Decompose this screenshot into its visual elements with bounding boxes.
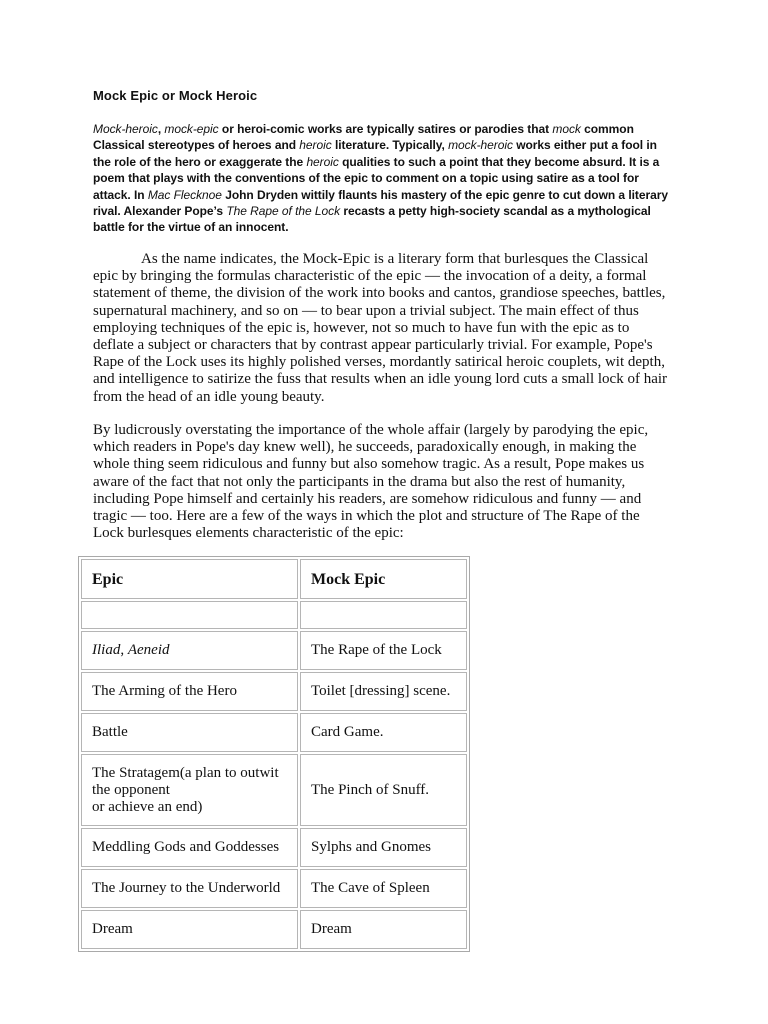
body-paragraph-2: By ludicrously overstating the importance of the whole affair (largely by parodying the epic, which readers in Pope's day knew well), he succeeds, paradoxically enough, in making the whole thing seem ridiculous and funny but also somehow tragic. As a result, Pope makes us aware of the fact that not only the participants in the drama but also the rest of humanity, including Pope himself and certainly his readers, are somehow ridiculous and funny — and tragic — too. Here are a few of the ways in which the plot and structure of The Rape of the Lock burlesques elements characteristic of the epic: <box>93 422 649 542</box>
intro-text: , <box>157 122 165 136</box>
body-paragraph-1 <box>93 251 668 406</box>
intro-italic: The Rape of the Lock <box>226 204 341 219</box>
intro-text: common Classical stereotypes of heroes and <box>93 122 634 153</box>
intro-text: literature. Typically, <box>331 138 449 153</box>
intro-text: John Dryden wittily flaunts his mastery of the epic genre to cut down a literary rival. Alexander Pope’s <box>93 187 668 219</box>
table-cell: Toilet [dressing] scene. <box>300 672 467 711</box>
table-cell: The Cave of Spleen <box>300 869 467 908</box>
table-cell: Card Game. <box>300 713 467 752</box>
cell-line: the opponent <box>92 781 170 798</box>
intro-text: recasts a petty high-society scandal as a mythological battle for the virtue of an innocent. <box>93 204 651 235</box>
comparison-table <box>78 556 470 952</box>
table-row <box>81 910 467 949</box>
table-row <box>81 672 467 711</box>
table-cell: Sylphs and Gnomes <box>300 828 467 867</box>
table-cell: The Rape of the Lock <box>300 631 467 670</box>
table-cell: The Journey to the Underworld <box>81 869 298 908</box>
table-cell: The Pinch of Snuff. <box>300 754 467 826</box>
table-cell: Dream <box>300 910 467 949</box>
epic-title: Iliad <box>92 642 121 658</box>
epic-title: Aeneid <box>127 642 170 658</box>
intro-text: qualities to such a point that they become absurd. It is a poem that plays with the conventions of the epic to comment on a topic using satire as a tool for attack. In <box>93 154 660 202</box>
intro-italic: heroic <box>306 154 339 169</box>
intro-italic: Mac Flecknoe <box>147 187 222 202</box>
table-header-cell: Mock Epic <box>300 559 467 599</box>
table-row <box>81 754 467 826</box>
intro-italic: mock-epic <box>164 122 219 136</box>
intro-italic: heroic <box>299 138 332 153</box>
intro-text: works either put a fool in the role of the hero or exaggerate the <box>93 138 657 169</box>
table-cell: Battle <box>81 713 298 752</box>
cell-line: The Stratagem(a plan to outwit <box>92 764 279 781</box>
table-cell <box>81 601 298 629</box>
table-row <box>81 828 467 867</box>
table-row <box>81 631 467 670</box>
intro-italic: mock-heroic <box>448 138 513 153</box>
intro-italic: mock <box>552 122 581 136</box>
table-cell: The Arming of the Hero <box>81 672 298 711</box>
intro-italic: Mock-heroic <box>93 122 158 136</box>
intro-paragraph <box>93 121 673 236</box>
document-title: Mock Epic or Mock Heroic <box>93 88 258 103</box>
table-header-row <box>81 559 467 599</box>
paragraph-text: As the name indicates, the Mock-Epic is a literary form that burlesques the Classical epic by bringing the formulas characteristic of the epic — the invocation of a deity, a formal statement of theme, the division of the work into books and cantos, grandiose speeches, battles, supernatural machinery, and so on — to bear upon a trivial subject. The main effect of thus employing techniques of the epic is, however, not so much to have fun with the epic as to deflate a subject or characters that by contrast appear particularly trivial. For example, Pope's Rape of the Lock uses its highly polished verses, mordantly satirical heroic couplets, wit depth, and intelligence to satirize the fuss that results when an idle young lord cuts a small lock of hair from the head of an idle young beauty. <box>93 251 668 405</box>
table-cell <box>81 754 298 826</box>
table-row <box>81 601 467 629</box>
table-row <box>81 713 467 752</box>
table-cell: Meddling Gods and Goddesses <box>81 828 298 867</box>
table-cell <box>300 601 467 629</box>
cell-line: or achieve an end) <box>92 798 203 815</box>
table-cell: Iliad, Aeneid <box>81 631 298 670</box>
table-header-cell: Epic <box>81 559 298 599</box>
table-row <box>81 869 467 908</box>
intro-text: or heroi-comic works are typically satires or parodies that <box>218 122 553 136</box>
table-cell: Dream <box>81 910 298 949</box>
